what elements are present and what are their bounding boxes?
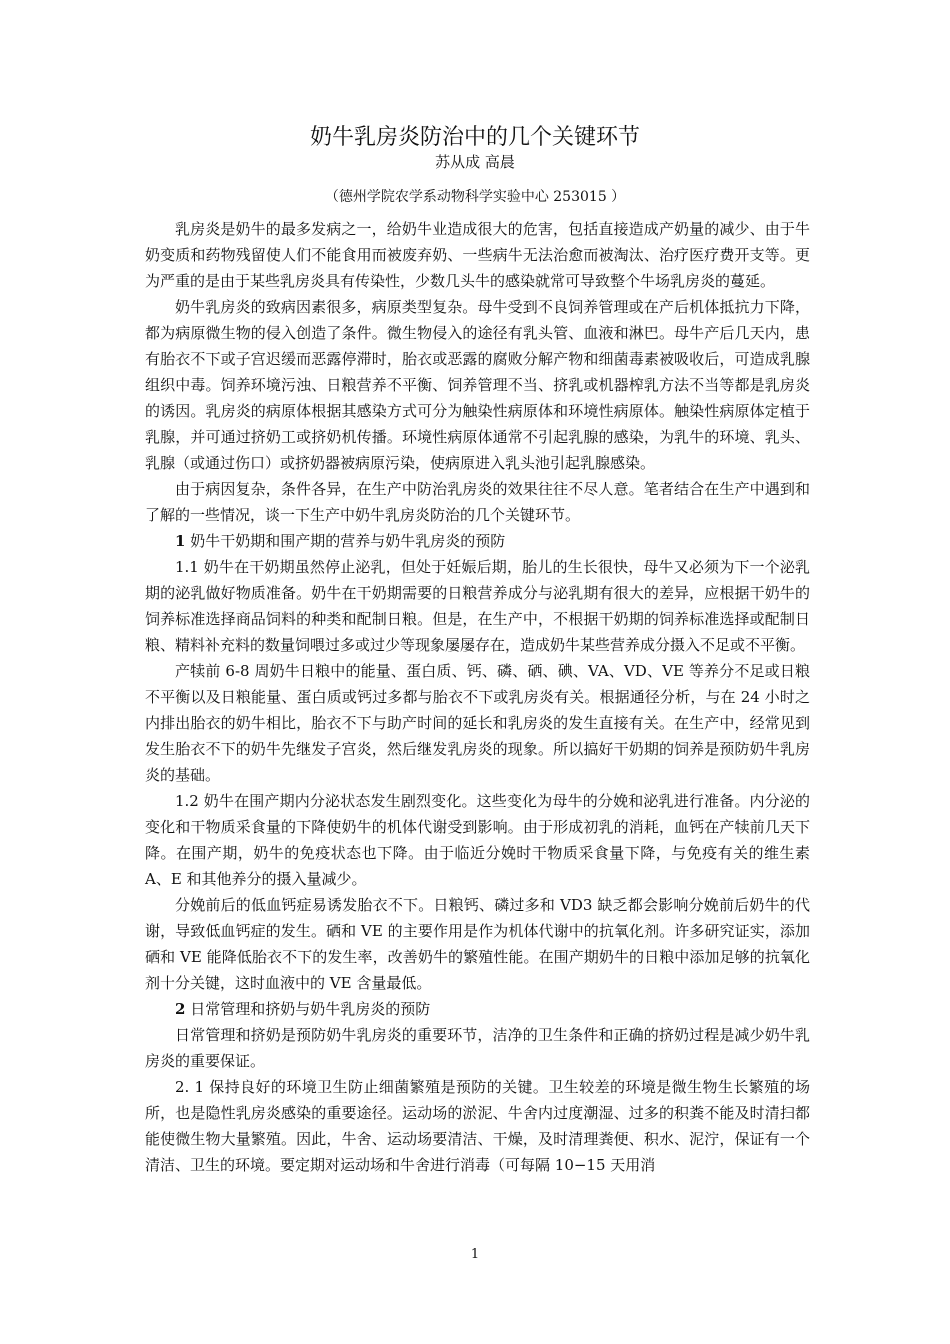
- article-title: 奶牛乳房炎防治中的几个关键环节: [309, 125, 640, 150]
- paragraph: 1.2 奶牛在围产期内分泌状态发生剧烈变化。这些变化为母牛的分娩和泌乳进行准备。内分泌的变化和干物质采食量的下降使奶牛的机体代谢受到影响。由于形成初乳的消耗，血钙在产犊前几天下降。在围产期，奶牛的免疫状态也下降。由于临近分娩时干物质采食量下降，与免疫有关的维生素 A、E 和其他养分的摄入量减少。: [145, 792, 810, 888]
- section-heading-text: 奶牛干奶期和围产期的营养与奶牛乳房炎的预防: [185, 532, 506, 550]
- section-heading-text: 日常管理和挤奶与奶牛乳房炎的预防: [185, 1000, 431, 1018]
- section-heading-2: [145, 996, 810, 1022]
- article-body: [145, 216, 810, 1178]
- paragraph: 奶牛乳房炎的致病因素很多，病原类型复杂。母牛受到不良饲养管理或在产后机体抵抗力下降，都为病原微生物的侵入创造了条件。微生物侵入的途径有乳头管、血液和淋巴。母牛产后几天内，患有胎衣不下或子宫迟缓而恶露停滞时，胎衣或恶露的腐败分解产物和细菌毒素被吸收后，可造成乳腺组织中毒。饲养环境污浊、日粮营养不平衡、饲养管理不当、挤乳或机器榨乳方法不当等都是乳房炎的诱因。乳房炎的病原体根据其感染方式可分为触染性病原体和环境性病原体。触染性病原体定植于乳腺，并可通过挤奶工或挤奶机传播。环境性病原体通常不引起乳腺的感染，为乳牛的环境、乳头、乳腺（或通过伤口）或挤奶器被病原污染，使病原进入乳头池引起乳腺感染。: [145, 298, 810, 472]
- section-heading-1: [145, 528, 810, 554]
- article-affiliation: （德州学院农学系动物科学实验中心 253015 ）: [324, 189, 626, 205]
- article-authors: 苏从成 高晨: [435, 153, 515, 171]
- paragraph: 乳房炎是奶牛的最多发病之一，给奶牛业造成很大的危害，包括直接造成产奶量的减少、由于牛奶变质和药物残留使人们不能食用而被废弃奶、一些病牛无法治愈而被淘汰、治疗医疗费开支等。更为严重的是由于某些乳房炎具有传染性，少数几头牛的感染就常可导致整个牛场乳房炎的蔓延。: [145, 220, 810, 290]
- section-number: 2: [175, 1000, 186, 1018]
- paragraph: 分娩前后的低血钙症易诱发胎衣不下。日粮钙、磷过多和 VD3 缺乏都会影响分娩前后奶牛的代谢，导致低血钙症的发生。硒和 VE 的主要作用是作为机体代谢中的抗氧化剂。许多研究证实，添加硒和 VE 能降低胎衣不下的发生率，改善奶牛的繁殖性能。在围产期奶牛的日粮中添加足够的抗氧化剂十分关键，这时血液中的 VE 含量最低。: [145, 896, 810, 992]
- section-number: 1: [175, 532, 186, 550]
- paragraph: 由于病因复杂，条件各异，在生产中防治乳房炎的效果往往不尽人意。笔者结合在生产中遇到和了解的一些情况，谈一下生产中奶牛乳房炎防治的几个关键环节。: [145, 480, 810, 524]
- paragraph: 产犊前 6-8 周奶牛日粮中的能量、蛋白质、钙、磷、硒、碘、VA、VD、VE 等养分不足或日粮不平衡以及日粮能量、蛋白质或钙过多都与胎衣不下或乳房炎有关。根据通径分析，与在 24 小时之内排出胎衣的奶牛相比，胎衣不下与助产时间的延长和乳房炎的发生直接有关。在生产中，经常见到发生胎衣不下的奶牛先继发子宫炎，然后继发乳房炎的现象。所以搞好干奶期的饲养是预防奶牛乳房炎的基础。: [145, 662, 810, 784]
- paragraph: 日常管理和挤奶是预防奶牛乳房炎的重要环节，洁净的卫生条件和正确的挤奶过程是减少奶牛乳房炎的重要保证。: [145, 1026, 810, 1070]
- paragraph: 2. 1 保持良好的环境卫生防止细菌繁殖是预防的关键。卫生较差的环境是微生物生长繁殖的场所，也是隐性乳房炎感染的重要途径。运动场的淤泥、牛舍内过度潮湿、过多的积粪不能及时清扫都能使微生物大量繁殖。因此，牛舍、运动场要清洁、干燥，及时清理粪便、积水、泥泞，保证有一个清洁、卫生的环境。要定期对运动场和牛舍进行消毒（可每隔 10−15 天用消: [145, 1078, 810, 1174]
- page-number: 1: [470, 1247, 480, 1262]
- paragraph: 1.1 奶牛在干奶期虽然停止泌乳，但处于妊娠后期，胎儿的生长很快，母牛又必须为下一个泌乳期的泌乳做好物质准备。奶牛在干奶期需要的日粮营养成分与泌乳期有很大的差异，应根据干奶牛的饲养标准选择商品饲料的种类和配制日粮。但是，在生产中，不根据干奶期的饲养标准选择或配制日粮、精料补充料的数量饲喂过多或过少等现象屡屡存在，造成奶牛某些营养成分摄入不足或不平衡。: [145, 558, 810, 654]
